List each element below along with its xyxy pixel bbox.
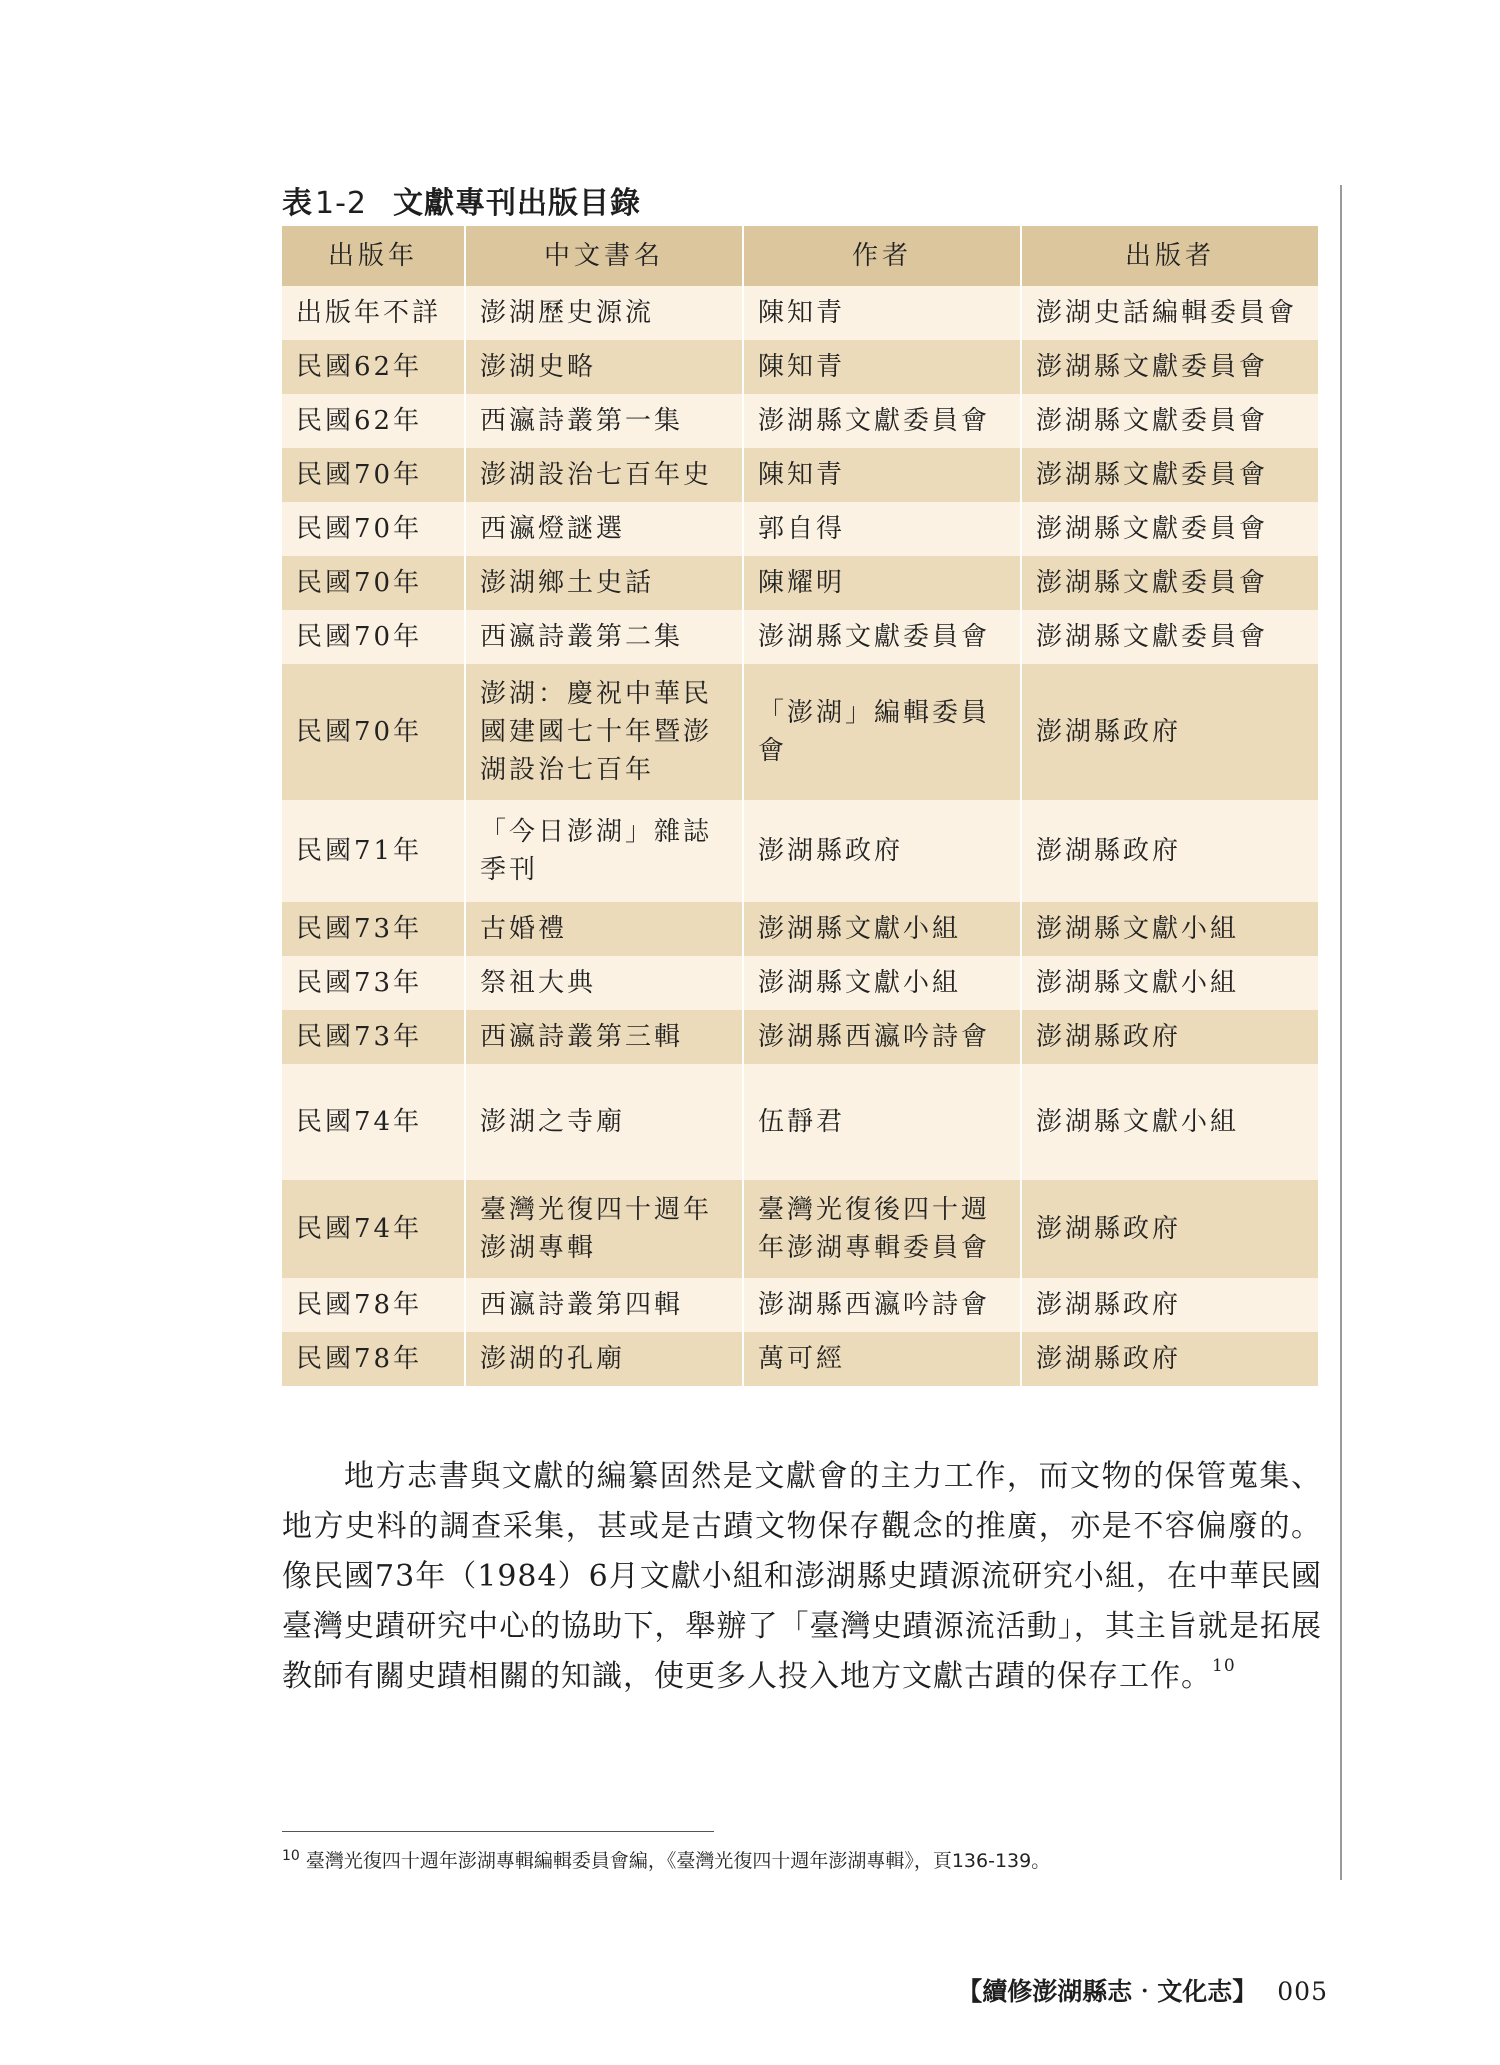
table-row bbox=[282, 286, 1318, 340]
running-title: 【續修澎湖縣志‧文化志】 bbox=[957, 1977, 1258, 2006]
table-header-row bbox=[282, 226, 1318, 286]
cell-author: 郭自得 bbox=[743, 502, 1021, 556]
table-caption bbox=[282, 178, 641, 222]
cell-author: 萬可經 bbox=[743, 1332, 1021, 1386]
footnote-number: 10 bbox=[282, 1847, 300, 1864]
cell-year: 民國78年 bbox=[282, 1332, 465, 1386]
cell-year: 民國62年 bbox=[282, 340, 465, 394]
table-row bbox=[282, 340, 1318, 394]
cell-author: 澎湖縣西瀛吟詩會 bbox=[743, 1278, 1021, 1332]
cell-author: 臺灣光復後四十週年澎湖專輯委員會 bbox=[743, 1180, 1021, 1278]
cell-publisher: 澎湖縣政府 bbox=[1021, 664, 1318, 800]
cell-publisher: 澎湖縣文獻委員會 bbox=[1021, 340, 1318, 394]
body-paragraph-text: 地方志書與文獻的編纂固然是文獻會的主力工作，而文物的保管蒐集、地方史料的調查采集，甚或是古蹟文物保存觀念的推廣，亦是不容偏廢的。像民國73年（1984）6月文獻小組和澎湖縣史蹟源流研究小組，在中華民國臺灣史蹟研究中心的協助下，舉辦了「臺灣史蹟源流活動」，其主旨就是拓展教師有關史蹟相關的知識，使更多人投入地方文獻古蹟的保存工作。 bbox=[282, 1459, 1322, 1694]
table-caption-number: 1-2 bbox=[315, 186, 367, 221]
cell-book-title: 西瀛詩叢第三輯 bbox=[465, 1010, 743, 1064]
cell-author: 「澎湖」編輯委員會 bbox=[743, 664, 1021, 800]
cell-book-title: 澎湖：慶祝中華民國建國七十年暨澎湖設治七百年 bbox=[465, 664, 743, 800]
cell-book-title: 祭祖大典 bbox=[465, 956, 743, 1010]
cell-publisher: 澎湖縣文獻委員會 bbox=[1021, 502, 1318, 556]
table-row bbox=[282, 1064, 1318, 1180]
table-row bbox=[282, 664, 1318, 800]
page-number: 005 bbox=[1277, 1977, 1328, 2006]
cell-publisher: 澎湖縣文獻小組 bbox=[1021, 1064, 1318, 1180]
cell-book-title: 臺灣光復四十週年澎湖專輯 bbox=[465, 1180, 743, 1278]
cell-author: 澎湖縣西瀛吟詩會 bbox=[743, 1010, 1021, 1064]
cell-book-title: 西瀛詩叢第二集 bbox=[465, 610, 743, 664]
cell-year: 民國70年 bbox=[282, 610, 465, 664]
cell-publisher: 澎湖縣文獻小組 bbox=[1021, 902, 1318, 956]
cell-author: 陳知青 bbox=[743, 448, 1021, 502]
cell-publisher: 澎湖縣文獻委員會 bbox=[1021, 610, 1318, 664]
running-footer bbox=[957, 1972, 1328, 2008]
cell-book-title: 澎湖歷史源流 bbox=[465, 286, 743, 340]
table-row bbox=[282, 902, 1318, 956]
cell-book-title: 「今日澎湖」雜誌季刊 bbox=[465, 800, 743, 902]
publication-catalog-table bbox=[282, 226, 1318, 1386]
table-row bbox=[282, 1278, 1318, 1332]
cell-book-title: 澎湖史略 bbox=[465, 340, 743, 394]
header-book-title: 中文書名 bbox=[465, 226, 743, 286]
footnote-reference[interactable]: 10 bbox=[1212, 1656, 1236, 1676]
table-row bbox=[282, 556, 1318, 610]
table-row bbox=[282, 1010, 1318, 1064]
body-paragraph bbox=[282, 1452, 1322, 1702]
cell-year: 民國70年 bbox=[282, 448, 465, 502]
cell-publisher: 澎湖縣政府 bbox=[1021, 1010, 1318, 1064]
cell-author: 澎湖縣文獻委員會 bbox=[743, 610, 1021, 664]
cell-year: 民國73年 bbox=[282, 902, 465, 956]
cell-publisher: 澎湖縣政府 bbox=[1021, 1278, 1318, 1332]
cell-publisher: 澎湖縣文獻小組 bbox=[1021, 956, 1318, 1010]
cell-publisher: 澎湖縣文獻委員會 bbox=[1021, 394, 1318, 448]
cell-publisher: 澎湖縣政府 bbox=[1021, 800, 1318, 902]
table-row bbox=[282, 1180, 1318, 1278]
cell-author: 陳知青 bbox=[743, 340, 1021, 394]
header-year: 出版年 bbox=[282, 226, 465, 286]
footnote-divider bbox=[282, 1831, 714, 1832]
cell-year: 民國73年 bbox=[282, 1010, 465, 1064]
cell-author: 伍靜君 bbox=[743, 1064, 1021, 1180]
cell-year: 民國70年 bbox=[282, 556, 465, 610]
table-row bbox=[282, 502, 1318, 556]
cell-author: 陳耀明 bbox=[743, 556, 1021, 610]
cell-year: 民國74年 bbox=[282, 1064, 465, 1180]
table-row bbox=[282, 394, 1318, 448]
table-row bbox=[282, 610, 1318, 664]
cell-book-title: 西瀛詩叢第一集 bbox=[465, 394, 743, 448]
cell-author: 陳知青 bbox=[743, 286, 1021, 340]
cell-year: 民國70年 bbox=[282, 664, 465, 800]
cell-year: 出版年不詳 bbox=[282, 286, 465, 340]
cell-year: 民國62年 bbox=[282, 394, 465, 448]
header-author: 作者 bbox=[743, 226, 1021, 286]
cell-year: 民國74年 bbox=[282, 1180, 465, 1278]
cell-book-title: 澎湖鄉土史話 bbox=[465, 556, 743, 610]
cell-publisher: 澎湖縣文獻委員會 bbox=[1021, 556, 1318, 610]
cell-book-title: 澎湖的孔廟 bbox=[465, 1332, 743, 1386]
cell-publisher: 澎湖史話編輯委員會 bbox=[1021, 286, 1318, 340]
cell-author: 澎湖縣文獻委員會 bbox=[743, 394, 1021, 448]
margin-rule bbox=[1340, 185, 1342, 1880]
table-row bbox=[282, 448, 1318, 502]
table-row bbox=[282, 800, 1318, 902]
footnote-text: 臺灣光復四十週年澎湖專輯編輯委員會編，《臺灣光復四十週年澎湖專輯》，頁136-139。 bbox=[305, 1850, 1051, 1872]
cell-author: 澎湖縣文獻小組 bbox=[743, 956, 1021, 1010]
cell-book-title: 澎湖之寺廟 bbox=[465, 1064, 743, 1180]
cell-book-title: 澎湖設治七百年史 bbox=[465, 448, 743, 502]
cell-year: 民國71年 bbox=[282, 800, 465, 902]
footnote bbox=[282, 1846, 1050, 1873]
cell-publisher: 澎湖縣文獻委員會 bbox=[1021, 448, 1318, 502]
cell-book-title: 西瀛詩叢第四輯 bbox=[465, 1278, 743, 1332]
table-row bbox=[282, 956, 1318, 1010]
table-caption-label: 表 bbox=[282, 186, 313, 221]
cell-author: 澎湖縣文獻小組 bbox=[743, 902, 1021, 956]
cell-publisher: 澎湖縣政府 bbox=[1021, 1180, 1318, 1278]
cell-year: 民國70年 bbox=[282, 502, 465, 556]
cell-year: 民國73年 bbox=[282, 956, 465, 1010]
cell-publisher: 澎湖縣政府 bbox=[1021, 1332, 1318, 1386]
cell-book-title: 西瀛燈謎選 bbox=[465, 502, 743, 556]
table-row bbox=[282, 1332, 1318, 1386]
table-caption-title: 文獻專刊出版目錄 bbox=[393, 186, 641, 221]
cell-year: 民國78年 bbox=[282, 1278, 465, 1332]
header-publisher: 出版者 bbox=[1021, 226, 1318, 286]
cell-book-title: 古婚禮 bbox=[465, 902, 743, 956]
cell-author: 澎湖縣政府 bbox=[743, 800, 1021, 902]
